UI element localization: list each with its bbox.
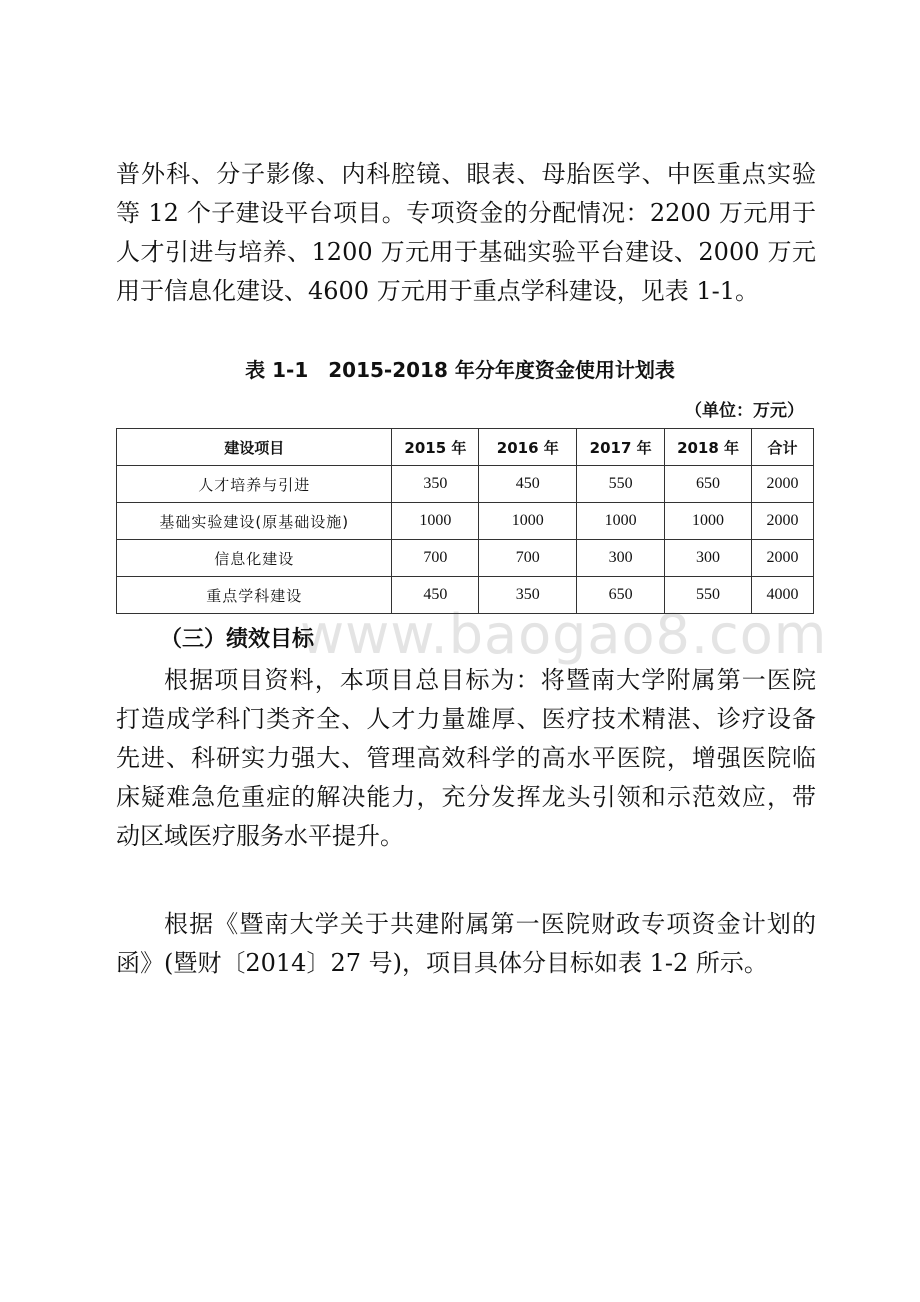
text-line: 人才引进与培养、1200 万元用于基础实验平台建设、2000 万元 [116,238,816,266]
column-header: 2016 年 [479,429,577,466]
text-line: 普外科、分子影像、内科腔镜、眼表、母胎医学、中医重点实验 [116,160,816,188]
table-cell: 450 [392,577,479,614]
table-cell: 700 [479,540,577,577]
column-header: 建设项目 [117,429,392,466]
table-cell: 350 [479,577,577,614]
table-row [117,540,814,577]
text-line: 用于信息化建设、4600 万元用于重点学科建设，见表 1-1。 [116,277,759,305]
column-header: 合计 [752,429,814,466]
table-cell: 1000 [665,503,752,540]
funding-table [116,428,814,614]
text-line: 根据项目资料，本项目总目标为：将暨南大学附属第一医院 [164,666,816,694]
text-line: 先进、科研实力强大、管理高效科学的高水平医院，增强医院临 [116,744,816,772]
table-row [117,503,814,540]
text-line: 床疑难急危重症的解决能力，充分发挥龙头引领和示范效应，带 [116,783,816,811]
table-cell: 650 [665,466,752,503]
table-cell: 300 [577,540,665,577]
table-caption: 表 1-1 2015-2018 年分年度资金使用计划表 [245,358,675,382]
table-cell: 4000 [752,577,814,614]
table-cell: 2000 [752,503,814,540]
table-cell: 重点学科建设 [117,577,392,614]
basis-paragraph [116,905,816,983]
text-line: 动区域医疗服务水平提升。 [116,822,404,850]
table-cell: 信息化建设 [117,540,392,577]
table-cell: 450 [479,466,577,503]
goal-paragraph [116,661,816,856]
table-cell: 700 [392,540,479,577]
section-title: （三）绩效目标 [160,627,315,652]
text-line: 等 12 个子建设平台项目。专项资金的分配情况：2200 万元用于 [116,199,816,227]
table-header-row [117,429,814,466]
column-header: 2015 年 [392,429,479,466]
intro-paragraph [116,155,816,311]
table-cell: 650 [577,577,665,614]
table-cell: 1000 [392,503,479,540]
table-cell: 1000 [577,503,665,540]
column-header: 2018 年 [665,429,752,466]
table-cell: 基础实验建设(原基础设施) [117,503,392,540]
table-row [117,577,814,614]
text-line: 打造成学科门类齐全、人才力量雄厚、医疗技术精湛、诊疗设备 [116,705,816,733]
watermark: www.baogao8.com [300,603,828,666]
table-cell: 550 [665,577,752,614]
table-unit: （单位：万元） [685,401,804,421]
table-cell: 2000 [752,540,814,577]
text-line: 根据《暨南大学关于共建附属第一医院财政专项资金计划的 [164,910,816,938]
table-row [117,466,814,503]
table-cell: 2000 [752,466,814,503]
column-header: 2017 年 [577,429,665,466]
table-cell: 人才培养与引进 [117,466,392,503]
table-cell: 1000 [479,503,577,540]
text-line: 函》(暨财〔2014〕27 号)，项目具体分目标如表 1-2 所示。 [116,949,768,977]
table-cell: 300 [665,540,752,577]
table-cell: 550 [577,466,665,503]
table-cell: 350 [392,466,479,503]
